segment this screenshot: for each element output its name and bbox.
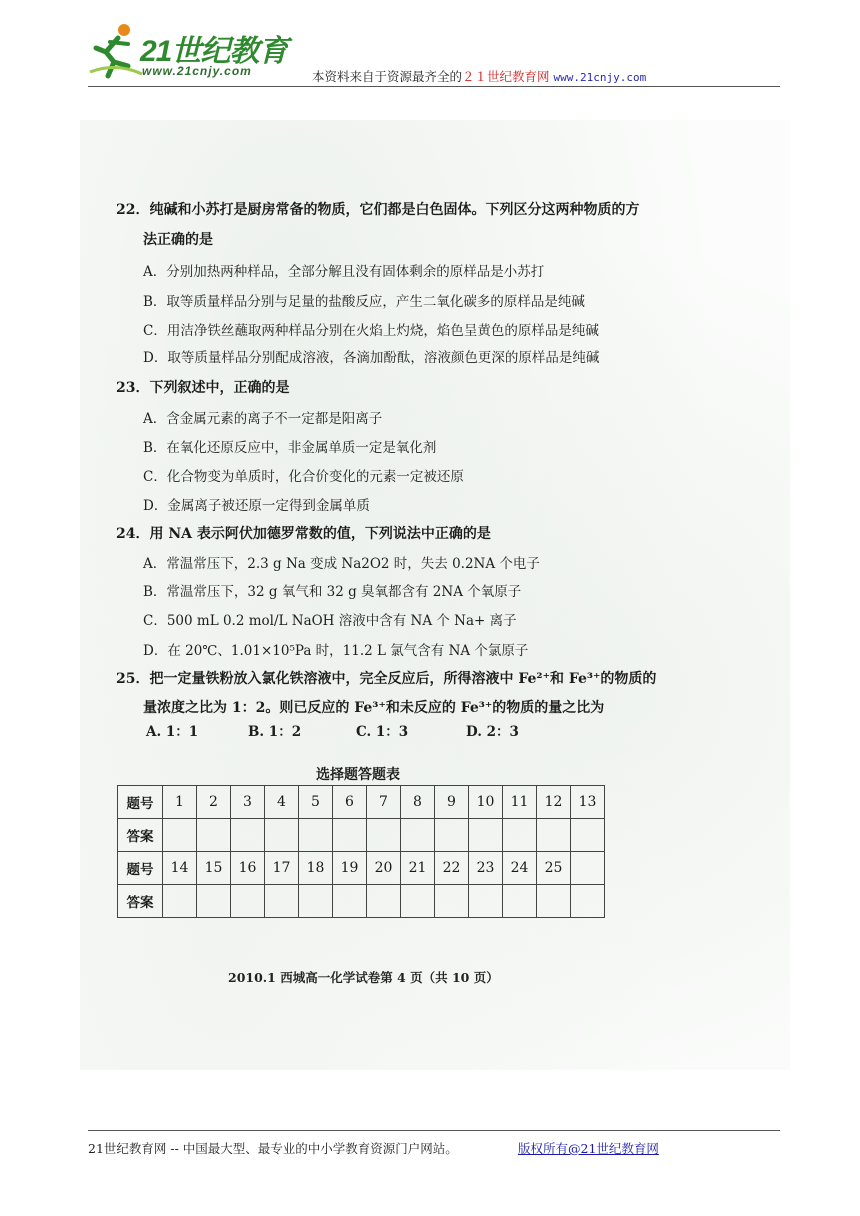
question-24-option-d: D．在 20℃、1.01×10⁵Pa 时，11.2 L 氯气含有 NA 个氯原子 — [143, 643, 529, 659]
question-number-cell: 20 — [367, 852, 401, 885]
site-logo[interactable] — [88, 22, 298, 86]
question-number-cell: 7 — [367, 786, 401, 819]
answer-cell[interactable] — [333, 819, 367, 852]
question-22-option-d: D．取等质量样品分别配成溶液，各滴加酚酞，溶液颜色更深的原样品是纯碱 — [143, 350, 600, 366]
question-25-stem: 25．把一定量铁粉放入氯化铁溶液中，完全反应后，所得溶液中 Fe²⁺和 Fe³⁺的物质的 — [116, 671, 657, 687]
source-brand: ２１世纪教育网 — [462, 69, 550, 84]
question-22-stem-cont: 法正确的是 — [143, 232, 213, 248]
source-url-link[interactable]: www.21cnjy.com — [553, 71, 647, 84]
runner-logo-icon — [88, 22, 144, 80]
footer-divider — [88, 1130, 780, 1131]
copyright-link[interactable]: 版权所有@21世纪教育网 — [518, 1141, 659, 1156]
question-22-option-a: A．分别加热两种样品，全部分解且没有固体剩余的原样品是小苏打 — [143, 264, 545, 280]
answer-cell[interactable] — [435, 885, 469, 918]
question-number-cell: 15 — [197, 852, 231, 885]
row-label-answer: 答案 — [118, 885, 163, 918]
question-number-cell: 18 — [299, 852, 333, 885]
page-header — [0, 0, 860, 92]
answer-cell[interactable] — [299, 819, 333, 852]
question-24-option-b: B．常温常压下，32 g 氧气和 32 g 臭氧都含有 2NA 个氧原子 — [143, 584, 522, 600]
question-number-cell: 13 — [571, 786, 605, 819]
answer-cell[interactable] — [163, 819, 197, 852]
answer-cell[interactable] — [401, 819, 435, 852]
answer-cell[interactable] — [537, 885, 571, 918]
source-notice — [312, 67, 646, 85]
exam-page-number: 2010.1 西城高一化学试卷第 4 页（共 10 页） — [228, 970, 499, 985]
answer-cell[interactable] — [231, 885, 265, 918]
question-number-cell: 8 — [401, 786, 435, 819]
header-divider — [88, 86, 780, 87]
row-label-number: 题号 — [118, 786, 163, 819]
answer-cell[interactable] — [231, 819, 265, 852]
table-row — [118, 885, 605, 918]
answer-table — [117, 785, 605, 918]
question-number-cell: 14 — [163, 852, 197, 885]
question-25-option-c: C. 1：3 — [356, 724, 409, 740]
logo-url: www.21cnjy.com — [142, 64, 252, 78]
answer-table-title: 选择题答题表 — [316, 767, 400, 783]
answer-cell[interactable] — [299, 885, 333, 918]
row-label-number: 题号 — [118, 852, 163, 885]
question-24-stem: 24．用 NA 表示阿伏加德罗常数的值，下列说法中正确的是 — [116, 526, 491, 542]
question-number-cell: 4 — [265, 786, 299, 819]
answer-cell[interactable] — [367, 819, 401, 852]
answer-cell[interactable] — [537, 819, 571, 852]
question-number-cell: 24 — [503, 852, 537, 885]
question-22-option-b: B．取等质量样品分别与足量的盐酸反应，产生二氧化碳多的原样品是纯碱 — [143, 294, 585, 310]
question-23-stem: 23．下列叙述中，正确的是 — [116, 380, 290, 396]
answer-cell[interactable] — [571, 885, 605, 918]
question-25-option-b: B. 1：2 — [248, 724, 302, 740]
question-number-cell: 2 — [197, 786, 231, 819]
question-number-cell: 19 — [333, 852, 367, 885]
question-24-option-a: A．常温常压下，2.3 g Na 变成 Na2O2 时，失去 0.2NA 个电子 — [143, 556, 540, 572]
question-22-stem: 22．纯碱和小苏打是厨房常备的物质，它们都是白色固体。下列区分这两种物质的方 — [116, 202, 640, 218]
source-prefix: 本资料来自于资源最齐全的 — [312, 69, 463, 84]
question-25-option-a: A. 1：1 — [146, 724, 199, 740]
question-25-option-d: D. 2：3 — [466, 724, 519, 740]
answer-cell[interactable] — [163, 885, 197, 918]
question-number-cell: 5 — [299, 786, 333, 819]
question-23-option-a: A．含金属元素的离子不一定都是阳离子 — [143, 411, 383, 427]
answer-cell[interactable] — [571, 819, 605, 852]
question-number-cell: 11 — [503, 786, 537, 819]
question-number-cell: 3 — [231, 786, 265, 819]
answer-cell[interactable] — [469, 819, 503, 852]
question-23-option-b: B．在氧化还原反应中，非金属单质一定是氧化剂 — [143, 440, 437, 456]
answer-cell[interactable] — [469, 885, 503, 918]
answer-cell[interactable] — [367, 885, 401, 918]
answer-cell[interactable] — [503, 885, 537, 918]
answer-cell[interactable] — [333, 885, 367, 918]
question-number-cell: 9 — [435, 786, 469, 819]
answer-cell[interactable] — [197, 819, 231, 852]
question-number-cell — [571, 852, 605, 885]
footer-site-description: 21世纪教育网 -- 中国最大型、最专业的中小学教育资源门户网站。 — [88, 1141, 458, 1156]
question-24-option-c: C．500 mL 0.2 mol/L NaOH 溶液中含有 NA 个 Na+ 离子 — [143, 613, 517, 629]
question-number-cell: 10 — [469, 786, 503, 819]
question-number-cell: 23 — [469, 852, 503, 885]
logo-wordmark: 21世纪教育 — [140, 35, 288, 68]
answer-cell[interactable] — [197, 885, 231, 918]
row-label-answer: 答案 — [118, 819, 163, 852]
question-number-cell: 21 — [401, 852, 435, 885]
question-22-option-c: C．用洁净铁丝蘸取两种样品分别在火焰上灼烧，焰色呈黄色的原样品是纯碱 — [143, 323, 599, 339]
answer-cell[interactable] — [503, 819, 537, 852]
question-23-option-d: D．金属离子被还原一定得到金属单质 — [143, 498, 370, 514]
question-number-cell: 16 — [231, 852, 265, 885]
question-number-cell: 22 — [435, 852, 469, 885]
question-number-cell: 1 — [163, 786, 197, 819]
answer-cell[interactable] — [265, 819, 299, 852]
table-row — [118, 819, 605, 852]
question-number-cell: 6 — [333, 786, 367, 819]
question-25-stem-cont: 量浓度之比为 1：2。则已反应的 Fe³⁺和未反应的 Fe³⁺的物质的量之比为 — [143, 700, 605, 716]
table-row — [118, 786, 605, 819]
question-number-cell: 12 — [537, 786, 571, 819]
question-number-cell: 25 — [537, 852, 571, 885]
table-row — [118, 852, 605, 885]
answer-cell[interactable] — [435, 819, 469, 852]
question-number-cell: 17 — [265, 852, 299, 885]
answer-cell[interactable] — [265, 885, 299, 918]
question-23-option-c: C．化合物变为单质时，化合价变化的元素一定被还原 — [143, 469, 464, 485]
answer-cell[interactable] — [401, 885, 435, 918]
